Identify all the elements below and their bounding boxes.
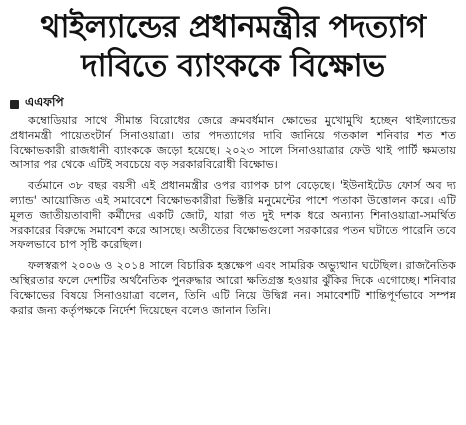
- article-paragraph-3: ফলস্বরূপ ২০০৬ ও ২০১৪ সালে বিচারিক হস্তক্ষেপ এবং সামরিক অভ্যুত্থান ঘটেছিল। রাজনৈতিক অস্থিরতার ফলে দেশটির অর্থনৈতিক পুনরুদ্ধার আরো ক্ষতিগ্রস্ত হওয়ার ঝুঁকির দিকে এগোচ্ছে। শনিবার বিক্ষোভের বিষয়ে সিনাওয়াত্রা বলেন, তিনি এটি নিয়ে উদ্বিগ্ন নন। সমাবেশটি শান্তিপূর্ণভাবে সম্পন্ন করার জন্য কর্তৃপক্ষকে নির্দেশ দিয়েছেন বলেও জানান তিনি।: [10, 259, 456, 317]
- dateline: [10, 96, 456, 112]
- bullet-square-icon: [10, 100, 19, 109]
- article-body: [10, 114, 456, 318]
- article-paragraph-1: কম্বোডিয়ার সাথে সীমান্ত বিরোধের জেরে ক্রমবর্ধমান ক্ষোভের মুখোমুখি হচ্ছেন থাইল্যান্ডের প্রধানমন্ত্রী পায়েতংটার্ন সিনাওয়াত্রা। তার পদত্যাগের দাবি জানিয়ে গতকাল শনিবার শত শত বিক্ষোভকারী রাজধানী ব্যাংককে জড়ো হয়েছে। ২০২৩ সালে সিনাওয়াত্রার ফেউ থাই পার্টি ক্ষমতায় আসার পর থেকে এটিই সবচেয়ে বড় সরকারবিরোধী বিক্ষোভ।: [10, 114, 456, 172]
- headline-line-1: থাইল্যান্ডের প্রধানমন্ত্রীর পদত্যাগ: [40, 9, 426, 45]
- headline-line-2: দাবিতে ব্যাংককে বিক্ষোভ: [81, 48, 385, 84]
- headline: [10, 8, 456, 86]
- article-paragraph-2: বর্তমানে ৩৮ বছর বয়সী এই প্রধানমন্ত্রীর ওপর ব্যাপক চাপ বেড়েছে। 'ইউনাইটেড ফোর্স অব দ্য ল্যান্ড' আয়োজিত এই সমাবেশে বিক্ষোভকারীরা ভিক্টরি মনুমেন্টের পাশে পতাকা উত্তোলন করে। এটি মূলত জাতীয়তাবাদী কর্মীদের একটি জোট, যারা গত দুই দশক ধরে অন্যান্য শিনাওয়াত্রা-সমর্থিত সরকারের বিরুদ্ধে সমাবেশ করে আসছে। অতীতের বিক্ষোভগুলো সরকারের পতন ঘটাতে পারেনি তবে সফলভাবে চাপ সৃষ্টি করেছিল।: [10, 179, 456, 252]
- news-source: এএফপি: [25, 95, 64, 109]
